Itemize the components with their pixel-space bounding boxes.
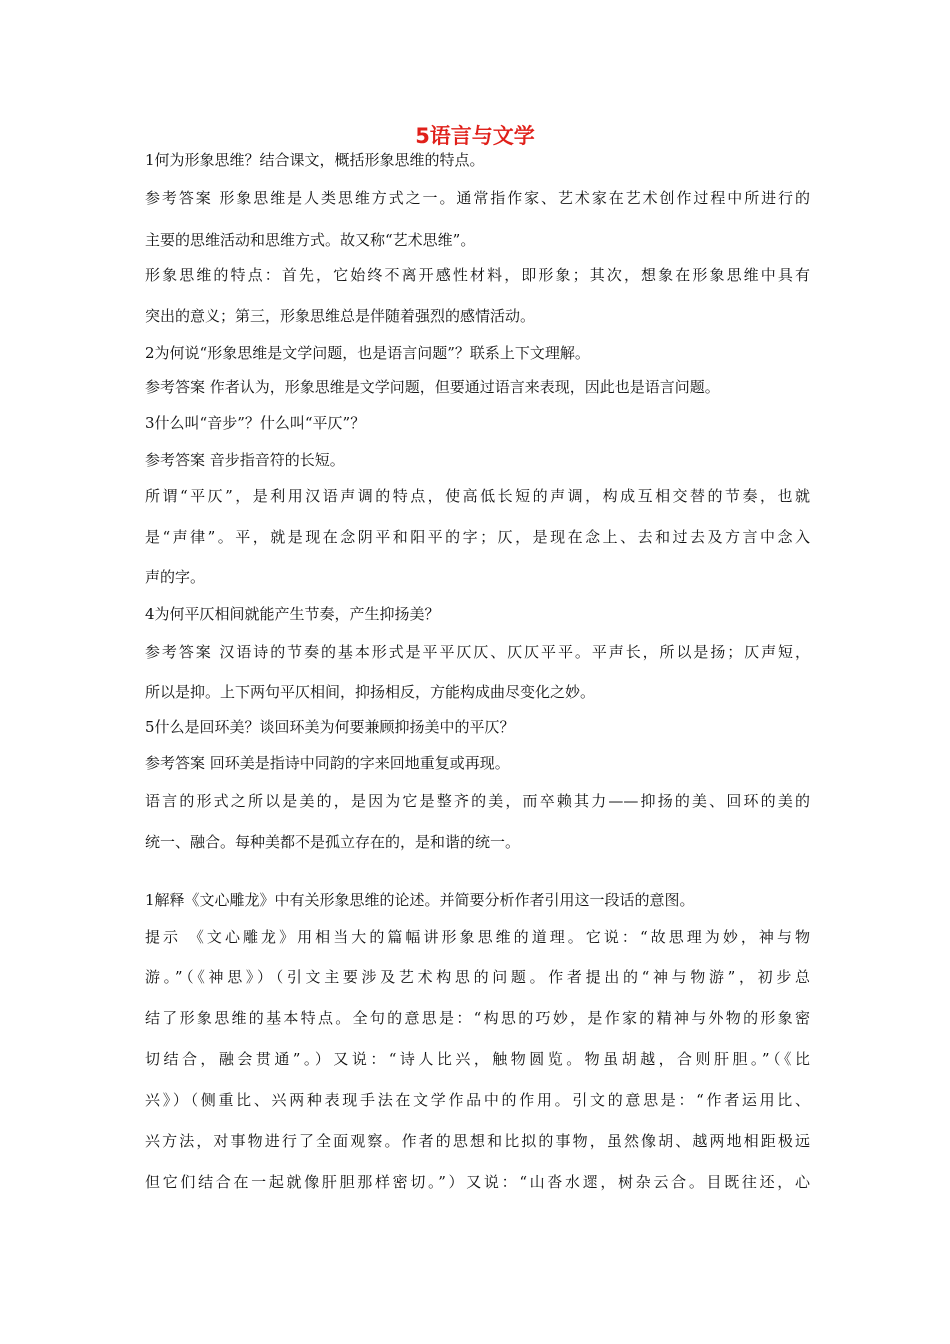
question-5: 5什么是回环美？谈回环美为何要兼顾抑扬美中的平仄？ [145,718,515,736]
exercise-1-hint-line-3: 结了形象思维的基本特点。全句的意思是：“构思的巧妙，是作家的精神与外物的形象密 [145,1009,810,1027]
exercise-1-hint-line-4: 切结合，融会贯通”。）又说：“诗人比兴，触物圆览。物虽胡越，合则肝胆。”（《比 [145,1050,810,1068]
answer-4-line-2: 所以是抑。上下两句平仄相间，抑扬相反，方能构成曲尽变化之妙。 [145,683,596,701]
answer-1-line-3: 形象思维的特点：首先，它始终不离开感性材料，即形象；其次，想象在形象思维中具有 [145,266,810,284]
exercise-1-question: 1解释《文心雕龙》中有关形象思维的论述。并简要分析作者引用这一段话的意图。 [145,891,695,909]
question-1: 1何为形象思维？结合课文，概括形象思维的特点。 [145,151,485,169]
answer-1-line-4: 突出的意义；第三，形象思维总是伴随着强烈的感情活动。 [145,307,536,325]
exercise-1-hint-line-7: 但它们结合在一起就像肝胆那样密切。”）又说：“山沓水遝，树杂云合。目既往还，心 [145,1173,810,1191]
exercise-1-hint-line-5: 兴》）（侧重比、兴两种表现手法在文学作品中的作用。引文的意思是：“作者运用比、 [145,1091,810,1109]
answer-1-line-1: 参考答案 形象思维是人类思维方式之一。通常指作家、艺术家在艺术创作过程中所进行的 [145,189,810,207]
question-2: 2为何说“形象思维是文学问题，也是语言问题”？联系上下文理解。 [145,344,590,362]
exercise-1-hint-line-1: 提示 《文心雕龙》用相当大的篇幅讲形象思维的道理。它说：“故思理为妙，神与物 [145,928,810,946]
question-3: 3什么叫“音步”？什么叫“平仄”？ [145,414,366,432]
answer-3-line-1: 参考答案 音步指音符的长短。 [145,451,345,469]
answer-4-line-1: 参考答案 汉语诗的节奏的基本形式是平平仄仄、仄仄平平。平声长，所以是扬；仄声短， [145,643,810,661]
answer-1-line-2: 主要的思维活动和思维方式。故又称“艺术思维”。 [145,231,476,249]
document-title: 5语言与文学 [415,124,535,148]
answer-3-line-2: 所谓“平仄”，是利用汉语声调的特点，使高低长短的声调，构成互相交替的节奏，也就 [145,487,810,505]
exercise-1-hint-line-2: 游。”（《神思》）（引文主要涉及艺术构思的问题。作者提出的“神与物游”，初步总 [145,968,810,986]
answer-5-line-1: 参考答案 回环美是指诗中同韵的字来回地重复或再现。 [145,754,510,772]
question-4: 4为何平仄相间就能产生节奏，产生抑扬美？ [145,605,440,623]
exercise-1-hint-line-6: 兴方法，对事物进行了全面观察。作者的思想和比拟的事物，虽然像胡、越两地相距极远 [145,1132,810,1150]
answer-5-line-2: 语言的形式之所以是美的，是因为它是整齐的美，而卒赖其力——抑扬的美、回环的美的 [145,792,810,810]
answer-2-line-1: 参考答案 作者认为，形象思维是文学问题，但要通过语言来表现，因此也是语言问题。 [145,378,720,396]
answer-3-line-3: 是“声律”。平，就是现在念阴平和阳平的字；仄，是现在念上、去和过去及方言中念入 [145,528,810,546]
answer-3-line-4: 声的字。 [145,568,206,586]
answer-5-line-3: 统一、融合。每种美都不是孤立存在的，是和谐的统一。 [145,833,521,851]
